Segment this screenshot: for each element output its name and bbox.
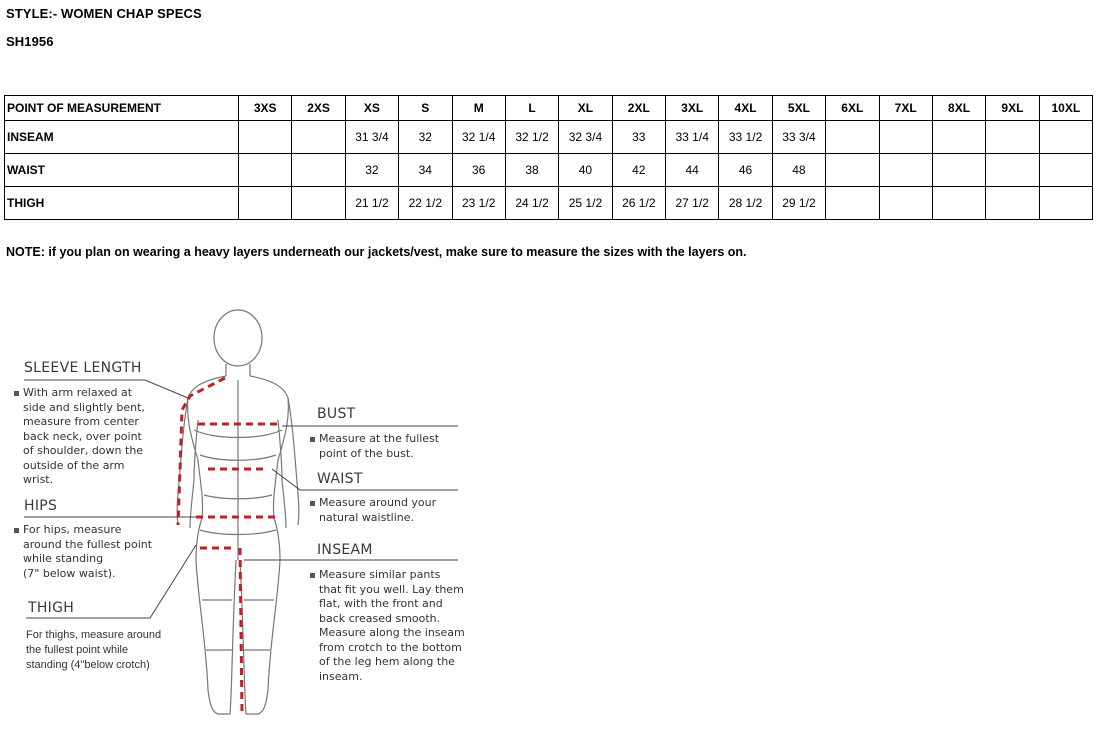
thigh-desc <box>26 628 161 673</box>
desc-line: inseam. <box>319 669 363 683</box>
table-cell <box>239 154 292 187</box>
inseam-desc <box>310 568 465 684</box>
table-cell <box>1039 187 1092 220</box>
measurement-lines <box>178 378 282 712</box>
table-cell: 33 1/2 <box>719 121 772 154</box>
size-header: 2XS <box>292 96 345 121</box>
table-cell <box>932 121 985 154</box>
desc-line: (7" below waist). <box>23 566 116 580</box>
desc-line: side and slightly bent, <box>23 400 145 414</box>
waist-title: WAIST <box>317 471 363 487</box>
table-cell: 48 <box>772 154 825 187</box>
table-cell: 25 1/2 <box>559 187 612 220</box>
size-header: 8XL <box>932 96 985 121</box>
table-cell: 31 3/4 <box>345 121 398 154</box>
desc-line: outside of the arm <box>23 458 125 472</box>
desc-line: of the leg hem along the <box>319 655 455 668</box>
table-cell <box>879 154 932 187</box>
row-label: WAIST <box>5 154 239 187</box>
table-cell <box>826 154 879 187</box>
body-outline <box>177 310 299 714</box>
table-cell <box>879 187 932 220</box>
table-cell: 32 3/4 <box>559 121 612 154</box>
table-cell <box>292 154 345 187</box>
desc-line: Measure around your <box>319 496 437 509</box>
table-cell <box>932 154 985 187</box>
bullet-icon <box>310 501 315 506</box>
bullet-icon <box>310 437 315 442</box>
table-cell: 33 <box>612 121 665 154</box>
table-cell: 40 <box>559 154 612 187</box>
size-header: 4XL <box>719 96 772 121</box>
table-row-inseam <box>5 121 1093 154</box>
desc-line: that fit you well. Lay them <box>319 582 464 596</box>
table-cell <box>239 121 292 154</box>
table-cell: 29 1/2 <box>772 187 825 220</box>
table-row-waist <box>5 154 1093 187</box>
desc-line: natural waistline. <box>319 510 414 524</box>
table-cell: 32 1/2 <box>505 121 558 154</box>
size-header: L <box>505 96 558 121</box>
size-header: M <box>452 96 505 121</box>
bullet-icon <box>14 528 19 533</box>
table-cell: 32 1/4 <box>452 121 505 154</box>
table-cell <box>1039 154 1092 187</box>
table-cell <box>986 187 1039 220</box>
desc-line: the fullest point while <box>26 644 129 656</box>
table-cell: 42 <box>612 154 665 187</box>
desc-line: standing (4"below crotch) <box>26 659 150 671</box>
table-cell <box>239 187 292 220</box>
size-header: 3XS <box>239 96 292 121</box>
bust-desc <box>310 432 439 461</box>
desc-line: from crotch to the bottom <box>319 640 462 654</box>
table-cell: 44 <box>666 154 719 187</box>
desc-line: For hips, measure <box>23 523 122 536</box>
bust-title: BUST <box>317 406 356 422</box>
table-cell <box>292 121 345 154</box>
table-cell: 38 <box>505 154 558 187</box>
desc-line: wrist. <box>23 473 54 486</box>
table-cell <box>986 121 1039 154</box>
size-header: XL <box>559 96 612 121</box>
waist-desc <box>310 496 436 525</box>
table-cell: 23 1/2 <box>452 187 505 220</box>
row-label: THIGH <box>5 187 239 220</box>
desc-line: point of the bust. <box>319 446 414 460</box>
table-cell: 32 <box>399 121 452 154</box>
pom-header: POINT OF MEASUREMENT <box>5 96 239 121</box>
hips-title: HIPS <box>24 498 58 514</box>
desc-line: flat, with the front and <box>319 597 443 610</box>
layering-note: NOTE: if you plan on wearing a heavy layers underneath our jackets/vest, make sure to measure the sizes with the layers on. <box>6 245 747 259</box>
desc-line: Measure similar pants <box>319 568 441 581</box>
table-cell: 33 3/4 <box>772 121 825 154</box>
size-header: S <box>399 96 452 121</box>
table-cell: 36 <box>452 154 505 187</box>
table-cell <box>932 187 985 220</box>
desc-line: Measure along the inseam <box>319 626 465 639</box>
inseam-title: INSEAM <box>317 542 373 558</box>
size-header: 7XL <box>879 96 932 121</box>
table-cell <box>986 154 1039 187</box>
desc-line: of shoulder, down the <box>23 444 144 457</box>
size-header: XS <box>345 96 398 121</box>
style-title: STYLE:- WOMEN CHAP SPECS <box>6 6 202 21</box>
sleeve-length-title: SLEEVE LENGTH <box>24 360 142 376</box>
desc-line: back neck, over point <box>23 429 142 443</box>
table-cell: 46 <box>719 154 772 187</box>
table-cell: 24 1/2 <box>505 187 558 220</box>
table-header-row <box>5 96 1093 121</box>
table-row-thigh <box>5 187 1093 220</box>
desc-line: around the fullest point <box>23 537 153 551</box>
table-cell: 34 <box>399 154 452 187</box>
desc-line: back creased smooth. <box>319 611 441 625</box>
table-cell <box>1039 121 1092 154</box>
table-cell: 26 1/2 <box>612 187 665 220</box>
table-cell <box>826 121 879 154</box>
size-header: 6XL <box>826 96 879 121</box>
hips-desc <box>14 523 152 581</box>
table-cell <box>879 121 932 154</box>
desc-line: measure from center <box>23 415 139 428</box>
sleeve-length-desc <box>14 386 145 488</box>
size-header: 9XL <box>986 96 1039 121</box>
size-header: 3XL <box>666 96 719 121</box>
table-cell: 22 1/2 <box>399 187 452 220</box>
desc-line: Measure at the fullest <box>319 432 440 445</box>
thigh-title: THIGH <box>28 600 75 616</box>
bullet-icon <box>14 391 19 396</box>
table-cell: 32 <box>345 154 398 187</box>
desc-line: For thighs, measure around <box>26 629 162 641</box>
table-cell <box>292 187 345 220</box>
table-cell: 28 1/2 <box>719 187 772 220</box>
row-label: INSEAM <box>5 121 239 154</box>
bullet-icon <box>310 573 315 578</box>
table-cell <box>826 187 879 220</box>
desc-line: while standing <box>23 552 104 565</box>
size-header: 5XL <box>772 96 825 121</box>
size-header: 2XL <box>612 96 665 121</box>
table-cell: 21 1/2 <box>345 187 398 220</box>
size-spec-table <box>4 95 1093 220</box>
size-header: 10XL <box>1039 96 1092 121</box>
table-cell: 27 1/2 <box>666 187 719 220</box>
table-cell: 33 1/4 <box>666 121 719 154</box>
style-code: SH1956 <box>6 34 54 49</box>
desc-line: With arm relaxed at <box>23 386 133 399</box>
